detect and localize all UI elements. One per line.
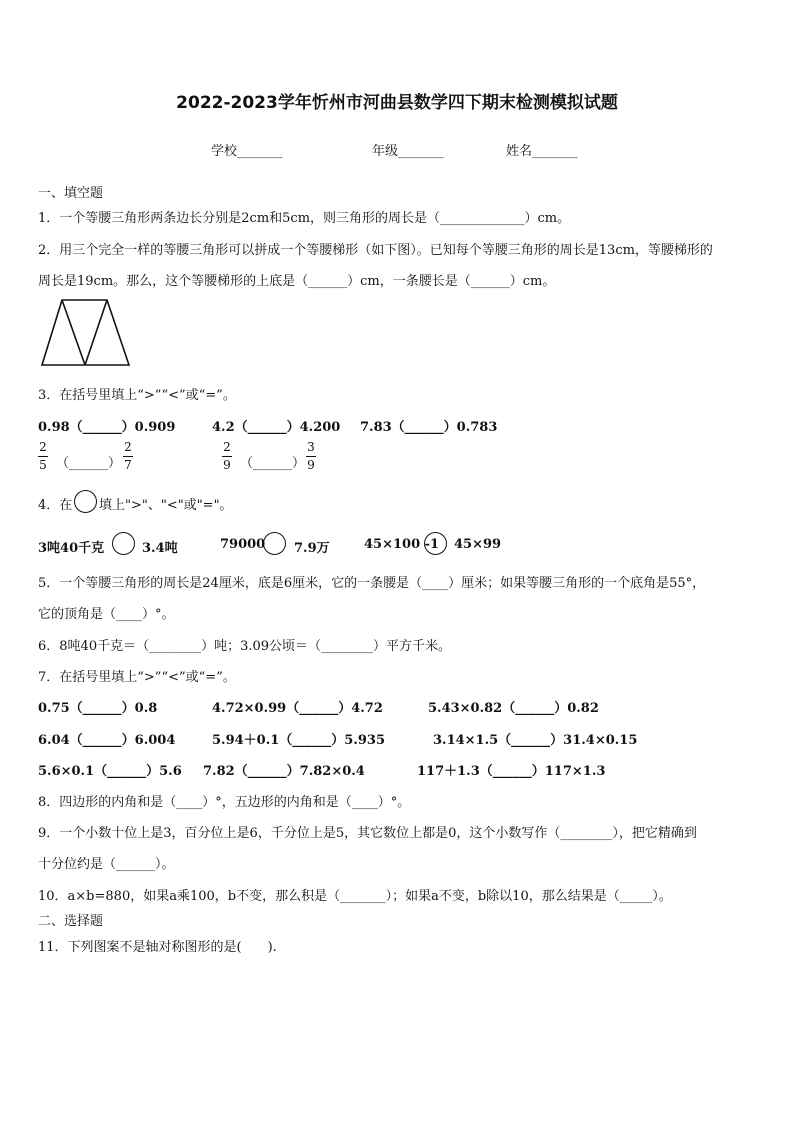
question-7-r2-b: 5.94＋0.1（______）5.935 xyxy=(212,733,385,748)
question-4-c-right: 45×99 xyxy=(454,537,502,552)
question-7-r1-a: 0.75（______）0.8 xyxy=(38,701,158,716)
question-4-b-right: 7.9万 xyxy=(294,541,330,556)
question-4-stem-pre: 4．在 xyxy=(38,498,73,513)
question-4-b-left: 79000 xyxy=(220,537,266,552)
question-3-item-b: 4.2（______）4.200 xyxy=(212,420,341,435)
question-11: 11．下列图案不是轴对称图形的是( ). xyxy=(38,940,277,955)
question-7-r2-c: 3.14×1.5（______）31.4×0.15 xyxy=(433,733,638,748)
question-2-line-1: 2．用三个完全一样的等腰三角形可以拼成一个等腰梯形（如下图）。已知每个等腰三角形的周长是13cm，等腰梯形的 xyxy=(38,243,713,258)
grade-field: 年级_______ xyxy=(372,144,444,159)
school-field: 学校_______ xyxy=(211,144,283,159)
question-7-stem: 7．在括号里填上“>”“<”或“=”。 xyxy=(38,670,236,685)
question-5-line-2: 它的顶角是（____）°。 xyxy=(38,607,175,622)
question-7-r3-b: 7.82（______）7.82×0.4 xyxy=(203,764,365,779)
question-8: 8．四边形的内角和是（____）°，五边形的内角和是（____）°。 xyxy=(38,795,411,810)
fraction-compare-blank-1: （______） xyxy=(56,456,122,471)
fraction-2-7 xyxy=(123,440,133,473)
fraction-2-5 xyxy=(38,440,48,473)
question-9-line-2: 十分位约是（______）。 xyxy=(38,857,175,872)
numerator: 2 xyxy=(124,440,132,454)
answer-circle-icon[interactable] xyxy=(263,532,286,555)
answer-circle-icon[interactable] xyxy=(112,532,135,555)
trapezoid-divider-left xyxy=(62,300,85,365)
question-4-a-right: 3.4吨 xyxy=(142,541,178,556)
question-7-r1-b: 4.72×0.99（______）4.72 xyxy=(212,701,383,716)
question-4-c-left: 45×100 -1 xyxy=(364,537,440,552)
trapezoid-figure xyxy=(40,297,132,369)
question-7-r3-c: 117＋1.3（______）117×1.3 xyxy=(417,764,606,779)
numerator: 2 xyxy=(223,440,231,454)
numerator: 3 xyxy=(307,440,315,454)
numerator: 2 xyxy=(39,440,47,454)
denominator: 5 xyxy=(39,458,47,472)
fraction-3-9 xyxy=(306,440,316,473)
question-4-a-left: 3吨40千克 xyxy=(38,541,105,556)
name-field: 姓名_______ xyxy=(506,144,578,159)
answer-circle-icon xyxy=(74,490,97,513)
section-heading-multiple-choice: 二、选择题 xyxy=(38,914,104,929)
question-7-r1-c: 5.43×0.82（______）0.82 xyxy=(428,701,599,716)
question-4-stem-post: 填上">"、"<"或"="。 xyxy=(99,498,233,513)
denominator: 9 xyxy=(307,458,315,472)
question-9-line-1: 9．一个小数十位上是3，百分位上是6，千分位上是5，其它数位上都是0，这个小数写作（________），把它精确到 xyxy=(38,826,697,841)
trapezoid-divider-right xyxy=(85,300,107,365)
section-heading-fill-blank: 一、填空题 xyxy=(38,186,104,201)
page-title: 2022-2023学年忻州市河曲县数学四下期末检测模拟试题 xyxy=(176,93,618,113)
question-7-r3-a: 5.6×0.1（______）5.6 xyxy=(38,764,182,779)
denominator: 7 xyxy=(124,458,132,472)
question-10: 10．a×b=880，如果a乘100，b不变，那么积是（_______）；如果a不变，b除以10，那么结果是（_____）。 xyxy=(38,889,672,904)
question-3-item-a: 0.98（______）0.909 xyxy=(38,420,176,435)
question-3-stem: 3．在括号里填上“>”“<”或“=”。 xyxy=(38,388,236,403)
question-3-item-c: 7.83（______）0.783 xyxy=(360,420,498,435)
answer-circle-icon[interactable] xyxy=(424,532,447,555)
question-1: 1．一个等腰三角形两条边长分别是2cm和5cm，则三角形的周长是（_____________）cm。 xyxy=(38,211,571,226)
question-7-r2-a: 6.04（______）6.004 xyxy=(38,733,176,748)
trapezoid-outline xyxy=(42,300,129,365)
question-2-line-2: 周长是19cm。那么，这个等腰梯形的上底是（______）cm，一条腰长是（______）cm。 xyxy=(38,274,556,289)
question-6: 6．8吨40千克＝（________）吨；3.09公顷＝（________）平方千米。 xyxy=(38,639,452,654)
denominator: 9 xyxy=(223,458,231,472)
question-5-line-1: 5．一个等腰三角形的周长是24厘米，底是6厘米，它的一条腰是（____）厘米；如果等腰三角形的一个底角是55°， xyxy=(38,576,706,591)
fraction-2-9 xyxy=(222,440,232,473)
fraction-compare-blank-2: （______） xyxy=(240,456,306,471)
